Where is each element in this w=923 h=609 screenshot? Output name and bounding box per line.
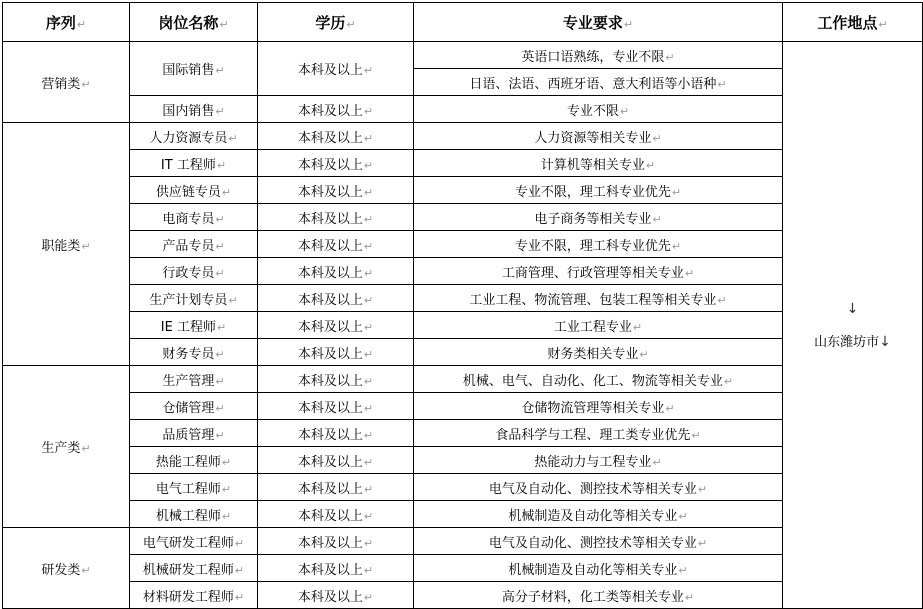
paragraph-mark: ↵ [652, 131, 662, 145]
paragraph-mark: ↵ [878, 17, 888, 31]
paragraph-mark: ↵ [216, 320, 227, 334]
paragraph-mark: ↵ [215, 266, 225, 280]
paragraph-mark: ↵ [665, 401, 675, 415]
category-label: 研发类 [41, 562, 81, 578]
position-label: 电气工程师 [155, 481, 221, 497]
paragraph-mark: ↵ [652, 212, 662, 226]
paragraph-mark: ↵ [363, 563, 374, 577]
header-major [414, 3, 783, 42]
category-cell-rnd [3, 528, 130, 609]
paragraph-mark: ↵ [228, 293, 238, 307]
position-cell [130, 366, 258, 393]
major-cell [414, 285, 783, 312]
position-cell [130, 96, 258, 123]
education-cell [258, 123, 414, 150]
education-label: 本科及以上 [297, 427, 363, 443]
education-cell [258, 177, 414, 204]
position-label: 人力资源专员 [149, 130, 228, 146]
major-label: 仓储物流管理等相关专业 [521, 400, 665, 416]
education-label: 本科及以上 [297, 63, 363, 78]
category-label: 营销类 [41, 76, 81, 92]
education-label: 本科及以上 [297, 292, 363, 308]
major-cell [414, 231, 783, 258]
position-cell [130, 393, 258, 420]
paragraph-mark: ↵ [216, 158, 227, 172]
header-location-label: 工作地点 [817, 13, 878, 32]
position-label: 国内销售 [162, 103, 215, 119]
paragraph-mark: ↵ [221, 509, 232, 523]
paragraph-mark: ↵ [717, 293, 727, 307]
category-cell-marketing [3, 42, 130, 123]
paragraph-mark: ↵ [645, 158, 656, 172]
position-cell [130, 339, 258, 366]
paragraph-mark: ↵ [619, 104, 630, 118]
position-cell [130, 312, 258, 339]
position-cell [130, 204, 258, 231]
position-label: 热能工程师 [155, 454, 221, 470]
education-label: 本科及以上 [297, 373, 363, 389]
paragraph-mark: ↵ [215, 401, 225, 415]
paragraph-mark: ↵ [639, 347, 649, 361]
education-label: 本科及以上 [297, 400, 363, 416]
education-label: 本科及以上 [297, 346, 363, 362]
paragraph-mark: ↵ [363, 401, 374, 415]
education-label: 本科及以上 [297, 130, 363, 146]
education-cell [258, 204, 414, 231]
paragraph-mark: ↵ [684, 266, 695, 280]
location-name: 山东潍坊市 [814, 334, 880, 350]
position-label: 机械工程师 [155, 508, 221, 524]
paragraph-mark: ↵ [215, 239, 225, 253]
position-label: 供应链专员 [155, 184, 221, 200]
paragraph-mark: ↵ [363, 239, 374, 253]
education-cell [258, 474, 414, 501]
paragraph-mark: ↵ [215, 347, 225, 361]
education-cell [258, 42, 414, 96]
education-label: 本科及以上 [297, 103, 363, 119]
down-arrow-icon: ↓ [846, 300, 859, 317]
education-label: 本科及以上 [297, 184, 363, 200]
paragraph-mark: ↵ [363, 428, 374, 442]
position-cell [130, 177, 258, 204]
education-cell [258, 447, 414, 474]
major-cell [414, 258, 783, 285]
major-label: 机械制造及自动化等相关专业 [508, 562, 678, 578]
paragraph-mark: ↵ [363, 320, 374, 334]
paragraph-mark: ↵ [215, 374, 225, 388]
paragraph-mark: ↵ [215, 428, 225, 442]
paragraph-mark: ↵ [363, 374, 374, 388]
paragraph-mark: ↵ [221, 185, 232, 199]
paragraph-mark: ↵ [717, 77, 727, 91]
paragraph-mark: ↵ [81, 563, 91, 577]
paragraph-mark: ↵ [623, 17, 634, 31]
position-label: 电气研发工程师 [142, 535, 234, 551]
major-label: 英语口语熟练，专业不限 [521, 49, 665, 65]
paragraph-mark: ↵ [363, 590, 374, 604]
header-position-label: 岗位名称 [158, 13, 219, 32]
position-cell [130, 474, 258, 501]
major-label: 计算机等相关专业 [540, 157, 645, 173]
major-cell [414, 555, 783, 582]
paragraph-mark: ↵ [671, 185, 682, 199]
education-label: 本科及以上 [297, 481, 363, 497]
major-cell [414, 474, 783, 501]
education-cell [258, 285, 414, 312]
position-label: 机械研发工程师 [142, 562, 234, 578]
major-cell [414, 42, 783, 69]
header-education-label: 学历 [315, 13, 346, 32]
header-education [258, 3, 414, 42]
major-label: 工业工程专业 [553, 319, 632, 335]
education-cell [258, 582, 414, 609]
paragraph-mark: ↵ [363, 455, 374, 469]
position-cell [130, 447, 258, 474]
education-cell [258, 420, 414, 447]
position-label: 材料研发工程师 [142, 589, 234, 605]
position-cell [130, 555, 258, 582]
paragraph-mark: ↵ [363, 212, 374, 226]
paragraph-mark: ↵ [215, 104, 225, 118]
paragraph-mark: ↵ [363, 536, 374, 550]
position-label: 产品专员 [162, 238, 215, 254]
paragraph-mark: ↵ [76, 17, 87, 31]
major-cell [414, 123, 783, 150]
paragraph-mark: ↵ [228, 131, 238, 145]
paragraph-mark: ↵ [691, 428, 701, 442]
major-label: 日语、法语、西班牙语、意大利语等小语种 [469, 76, 717, 92]
paragraph-mark: ↵ [215, 212, 225, 226]
paragraph-mark: ↵ [363, 185, 374, 199]
education-cell [258, 150, 414, 177]
category-label: 职能类 [41, 238, 81, 254]
major-label: 机械制造及自动化等相关专业 [508, 508, 678, 524]
position-label: 品质管理 [162, 427, 215, 443]
paragraph-mark: ↵ [221, 482, 232, 496]
position-cell [130, 42, 258, 96]
paragraph-mark: ↵ [363, 131, 374, 145]
paragraph-mark: ↵ [697, 482, 708, 496]
paragraph-mark: ↵ [684, 590, 695, 604]
position-label: 仓储管理 [162, 400, 215, 416]
major-label: 工商管理、行政管理等相关专业 [501, 265, 684, 281]
major-label: 机械、电气、自动化、化工、物流等相关专业 [462, 373, 723, 389]
paragraph-mark: ↵ [363, 266, 374, 280]
education-label: 本科及以上 [297, 211, 363, 227]
education-cell [258, 231, 414, 258]
position-cell [130, 528, 258, 555]
major-label: 财务类相关专业 [547, 346, 639, 362]
education-label: 本科及以上 [297, 319, 363, 335]
major-label: 专业不限 [566, 103, 619, 119]
position-label: 财务专员 [162, 346, 215, 362]
education-label: 本科及以上 [297, 535, 363, 551]
category-cell-functional [3, 123, 130, 366]
education-cell [258, 528, 414, 555]
position-cell [130, 123, 258, 150]
paragraph-mark: ↵ [363, 482, 374, 496]
paragraph-mark: ↵ [723, 374, 734, 388]
major-cell [414, 312, 783, 339]
education-cell [258, 339, 414, 366]
major-cell [414, 204, 783, 231]
paragraph-mark: ↵ [632, 320, 643, 334]
major-label: 高分子材料，化工类等相关专业 [501, 589, 684, 605]
paragraph-mark: ↵ [652, 455, 662, 469]
education-label: 本科及以上 [297, 589, 363, 605]
education-label: 本科及以上 [297, 562, 363, 578]
paragraph-mark: ↵ [81, 77, 91, 91]
education-label: 本科及以上 [297, 265, 363, 281]
paragraph-mark: ↵ [81, 239, 91, 253]
education-cell [258, 501, 414, 528]
major-cell [414, 177, 783, 204]
header-position [130, 3, 258, 42]
major-cell [414, 96, 783, 123]
table-row [3, 42, 923, 69]
education-label: 本科及以上 [297, 508, 363, 524]
paragraph-mark: ↵ [215, 64, 225, 77]
major-cell [414, 69, 783, 96]
education-cell [258, 366, 414, 393]
major-label: 专业不限，理工科专业优先 [514, 238, 671, 254]
position-label: 电商专员 [162, 211, 215, 227]
major-label: 专业不限，理工科专业优先 [514, 184, 671, 200]
position-label: IT 工程师 [160, 157, 216, 173]
position-cell [130, 420, 258, 447]
category-cell-production [3, 366, 130, 528]
major-cell [414, 501, 783, 528]
header-seq [3, 3, 130, 42]
paragraph-mark: ↵ [363, 293, 374, 307]
major-label: 电子商务等相关专业 [534, 211, 652, 227]
major-cell [414, 528, 783, 555]
education-label: 本科及以上 [297, 157, 363, 173]
position-cell [130, 582, 258, 609]
education-cell [258, 96, 414, 123]
major-label: 电气及自动化、测控技术等相关专业 [488, 481, 697, 497]
paragraph-mark: ↵ [671, 239, 682, 253]
down-arrow-mark: ↓ [879, 333, 891, 350]
recruitment-table [2, 2, 923, 609]
major-label: 食品科学与工程、理工类专业优先 [495, 427, 691, 443]
table-body [3, 42, 923, 609]
position-label: 国际销售 [162, 63, 215, 78]
paragraph-mark: ↵ [219, 17, 229, 31]
position-label: 生产管理 [162, 373, 215, 389]
major-cell [414, 339, 783, 366]
paragraph-mark: ↵ [363, 104, 374, 118]
major-cell [414, 447, 783, 474]
education-cell [258, 555, 414, 582]
education-cell [258, 312, 414, 339]
major-label: 人力资源等相关专业 [534, 130, 652, 146]
education-label: 本科及以上 [297, 238, 363, 254]
position-cell [130, 150, 258, 177]
paragraph-mark: ↵ [234, 563, 245, 577]
position-label: 生产计划专员 [149, 292, 228, 308]
position-label: IE 工程师 [160, 319, 216, 335]
position-cell [130, 258, 258, 285]
paragraph-mark: ↵ [363, 347, 374, 361]
position-label: 行政专员 [162, 265, 215, 281]
header-major-label: 专业要求 [562, 13, 623, 32]
major-cell [414, 366, 783, 393]
major-cell [414, 420, 783, 447]
paragraph-mark: ↵ [363, 64, 374, 77]
header-row [3, 3, 923, 42]
major-cell [414, 393, 783, 420]
paragraph-mark: ↵ [346, 17, 356, 31]
major-cell [414, 582, 783, 609]
header-seq-label: 序列 [45, 13, 76, 32]
education-cell [258, 393, 414, 420]
major-cell [414, 150, 783, 177]
major-label: 电气及自动化、测控技术等相关专业 [488, 535, 697, 551]
header-location [783, 3, 923, 42]
paragraph-mark: ↵ [81, 442, 91, 455]
category-label: 生产类 [41, 441, 81, 456]
education-label: 本科及以上 [297, 454, 363, 470]
education-cell [258, 258, 414, 285]
paragraph-mark: ↵ [234, 536, 245, 550]
major-label: 热能动力与工程专业 [534, 454, 652, 470]
position-cell [130, 501, 258, 528]
paragraph-mark: ↵ [234, 590, 245, 604]
major-label: 工业工程、物流管理、包装工程等相关专业 [469, 292, 717, 308]
position-cell [130, 231, 258, 258]
paragraph-mark: ↵ [221, 455, 232, 469]
paragraph-mark: ↵ [363, 158, 374, 172]
paragraph-mark: ↵ [697, 536, 708, 550]
position-cell [130, 285, 258, 312]
paragraph-mark: ↵ [678, 509, 688, 523]
paragraph-mark: ↵ [665, 50, 675, 64]
paragraph-mark: ↵ [678, 563, 688, 577]
paragraph-mark: ↵ [363, 509, 374, 523]
location-cell [783, 42, 923, 609]
